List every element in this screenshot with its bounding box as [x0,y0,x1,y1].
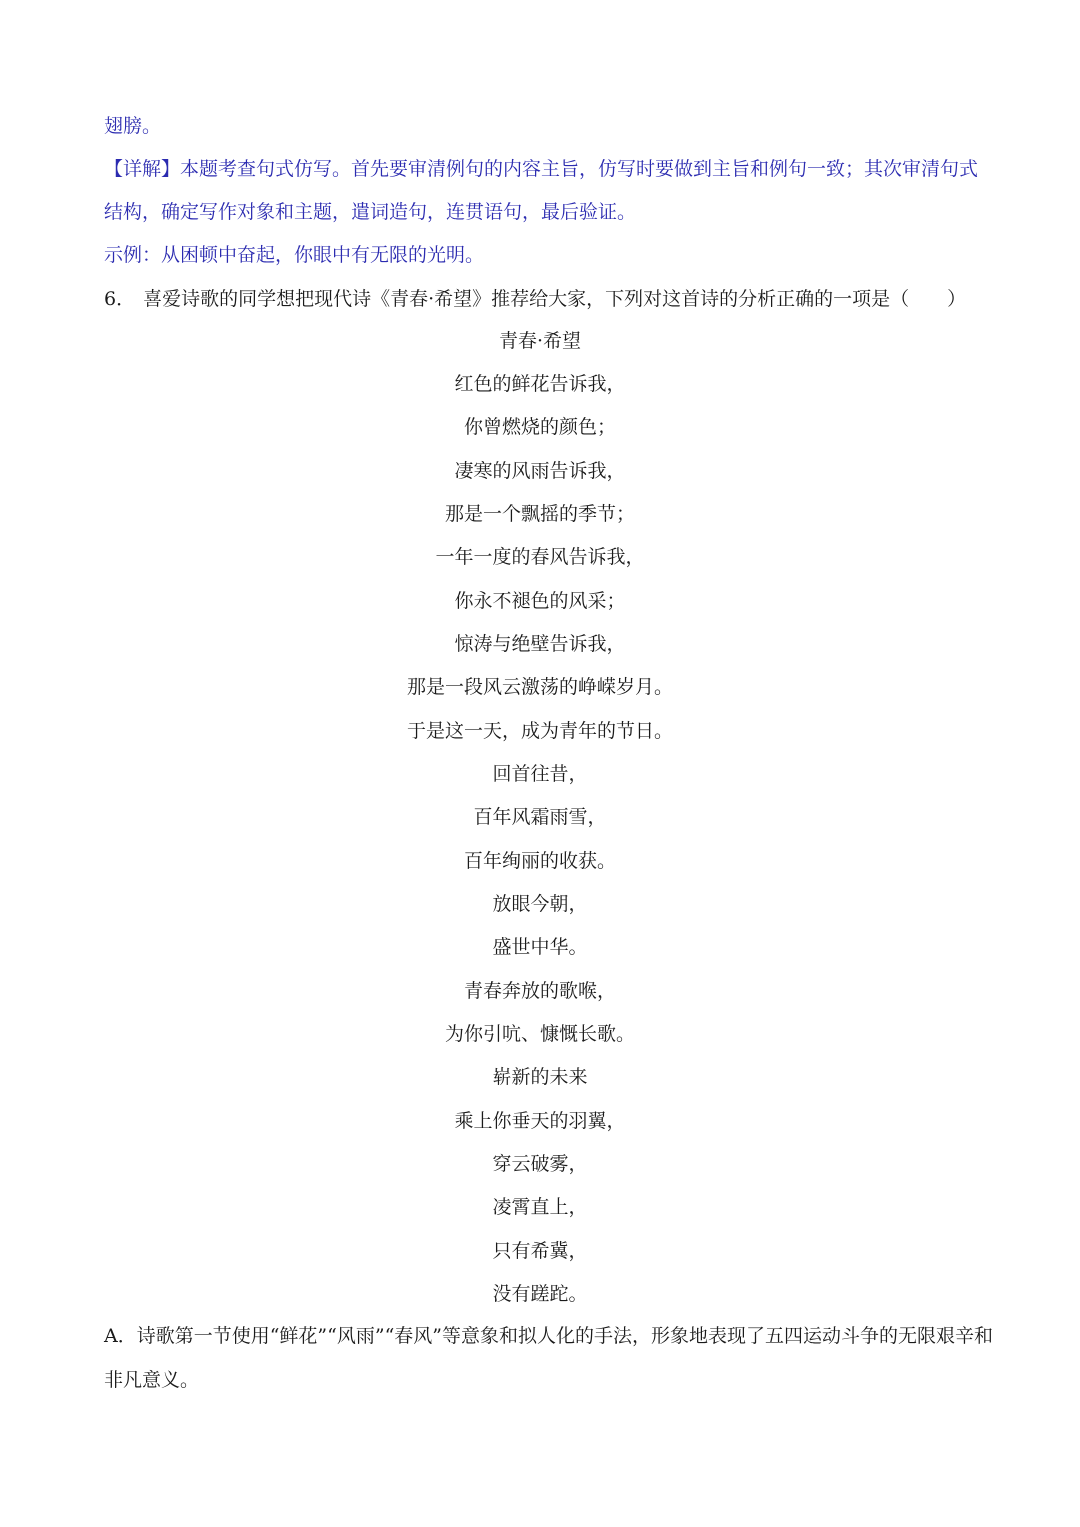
detail-tag: 【详解】 [104,158,181,180]
poem-line: 崭新的未来 [492,1066,588,1088]
poem-line: 惊涛与绝壁告诉我， [454,633,626,655]
poem-line: 盛世中华。 [492,936,588,958]
poem-line: 只有希冀， [492,1240,588,1262]
poem-line: 你曾燃烧的颜色； [463,416,616,438]
poem-title: 青春·希望 [498,330,582,352]
detail-text-1: 本题考查句式仿写。首先要审清例句的内容主旨，仿写时要做到主旨和例句一致；其次审清句式 [180,158,979,180]
poem-line: 没有蹉跎。 [492,1283,588,1305]
poem-line: 青春奔放的歌喉， [463,980,616,1002]
poem-line: 红色的鲜花告诉我， [454,373,626,395]
poem-line: 那是一段风云激荡的峥嵘岁月。 [406,676,673,698]
poem-line: 你永不褪色的风采； [454,590,626,612]
poem-line: 百年绚丽的收获。 [463,850,616,872]
poem-line: 一年一度的春风告诉我， [435,546,645,568]
poem-line: 为你引吭、慷慨长歌。 [444,1023,635,1045]
question-text: 喜爱诗歌的同学想把现代诗《青春·希望》推荐给大家，下列对这首诗的分析正确的一项是（ ） [143,288,967,310]
option-a-line-2: 非凡意义。 [104,1369,200,1391]
poem-line: 乘上你垂天的羽翼， [454,1110,626,1132]
option-a-line-1: A．诗歌第一节使用“鲜花”“风雨”“春风”等意象和拟人化的手法，形象地表现了五四运动斗争的无限艰辛和 [104,1325,994,1347]
detail-paragraph-line-1 [104,157,984,181]
question-number: 6． [104,288,136,310]
answer-continuation: 翅膀。 [104,115,162,137]
poem-line: 凄寒的风雨告诉我， [454,460,626,482]
poem-line: 放眼今朝， [492,893,588,915]
poem-line: 于是这一天，成为青年的节日。 [406,720,673,742]
question-stem [104,287,984,311]
poem-line: 那是一个飘摇的季节； [444,503,635,525]
poem-line: 回首往昔， [492,763,588,785]
detail-paragraph-line-2: 结构，确定写作对象和主题，遣词造句，连贯语句，最后验证。 [104,201,637,223]
example-answer: 示例：从困顿中奋起，你眼中有无限的光明。 [104,244,485,266]
poem-line: 穿云破雾， [492,1153,588,1175]
poem-line: 百年风霜雨雪， [473,806,607,828]
poem-line: 凌霄直上， [492,1196,588,1218]
